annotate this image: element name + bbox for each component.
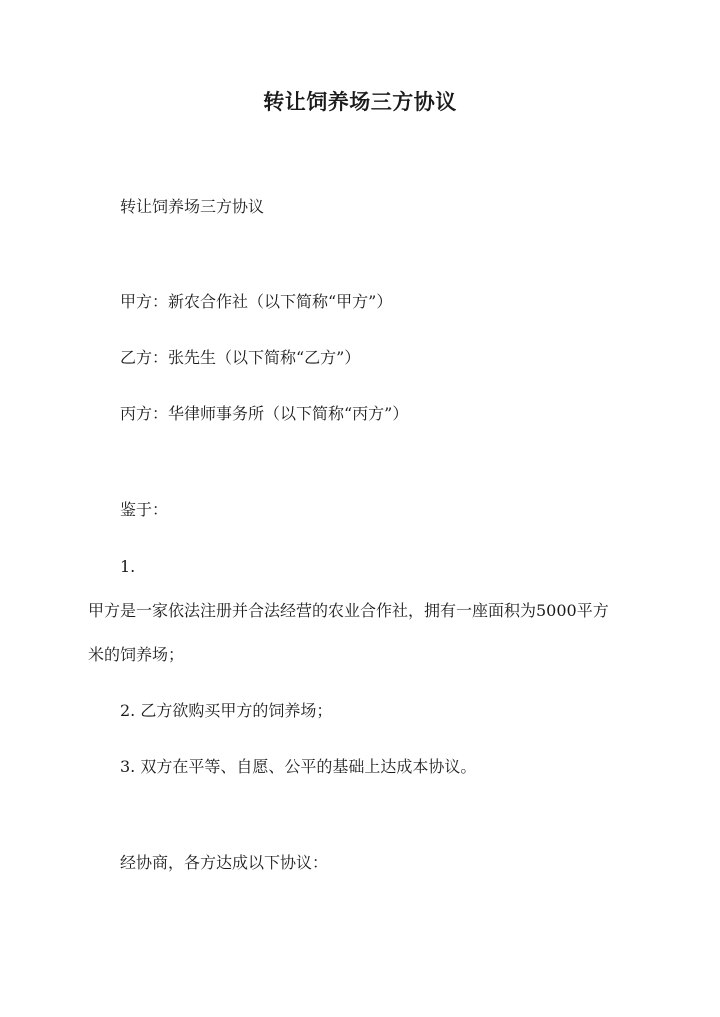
- document-subtitle: 转让饲养场三方协议: [120, 197, 265, 216]
- item-1-text-line-2: 米的饲养场；: [88, 645, 185, 664]
- whereas-heading: 鉴于：: [120, 500, 169, 519]
- document-title: 转让饲养场三方协议: [263, 89, 457, 114]
- party-a-line: 甲方：新农合作社（以下简称“甲方”）: [120, 292, 393, 311]
- item-3-text: 3. 双方在平等、自愿、公平的基础上达成本协议。: [120, 757, 477, 776]
- item-1-text-line-1: 甲方是一家依法注册并合法经营的农业合作社，拥有一座面积为5000平方: [88, 601, 609, 620]
- agreement-intro: 经协商，各方达成以下协议：: [120, 853, 329, 872]
- party-c-line: 丙方：华律师事务所（以下简称“丙方”）: [120, 404, 409, 423]
- party-b-line: 乙方：张先生（以下简称“乙方”）: [120, 348, 361, 367]
- item-1-number: 1.: [120, 557, 136, 576]
- item-2-text: 2. 乙方欲购买甲方的饲养场；: [120, 701, 333, 720]
